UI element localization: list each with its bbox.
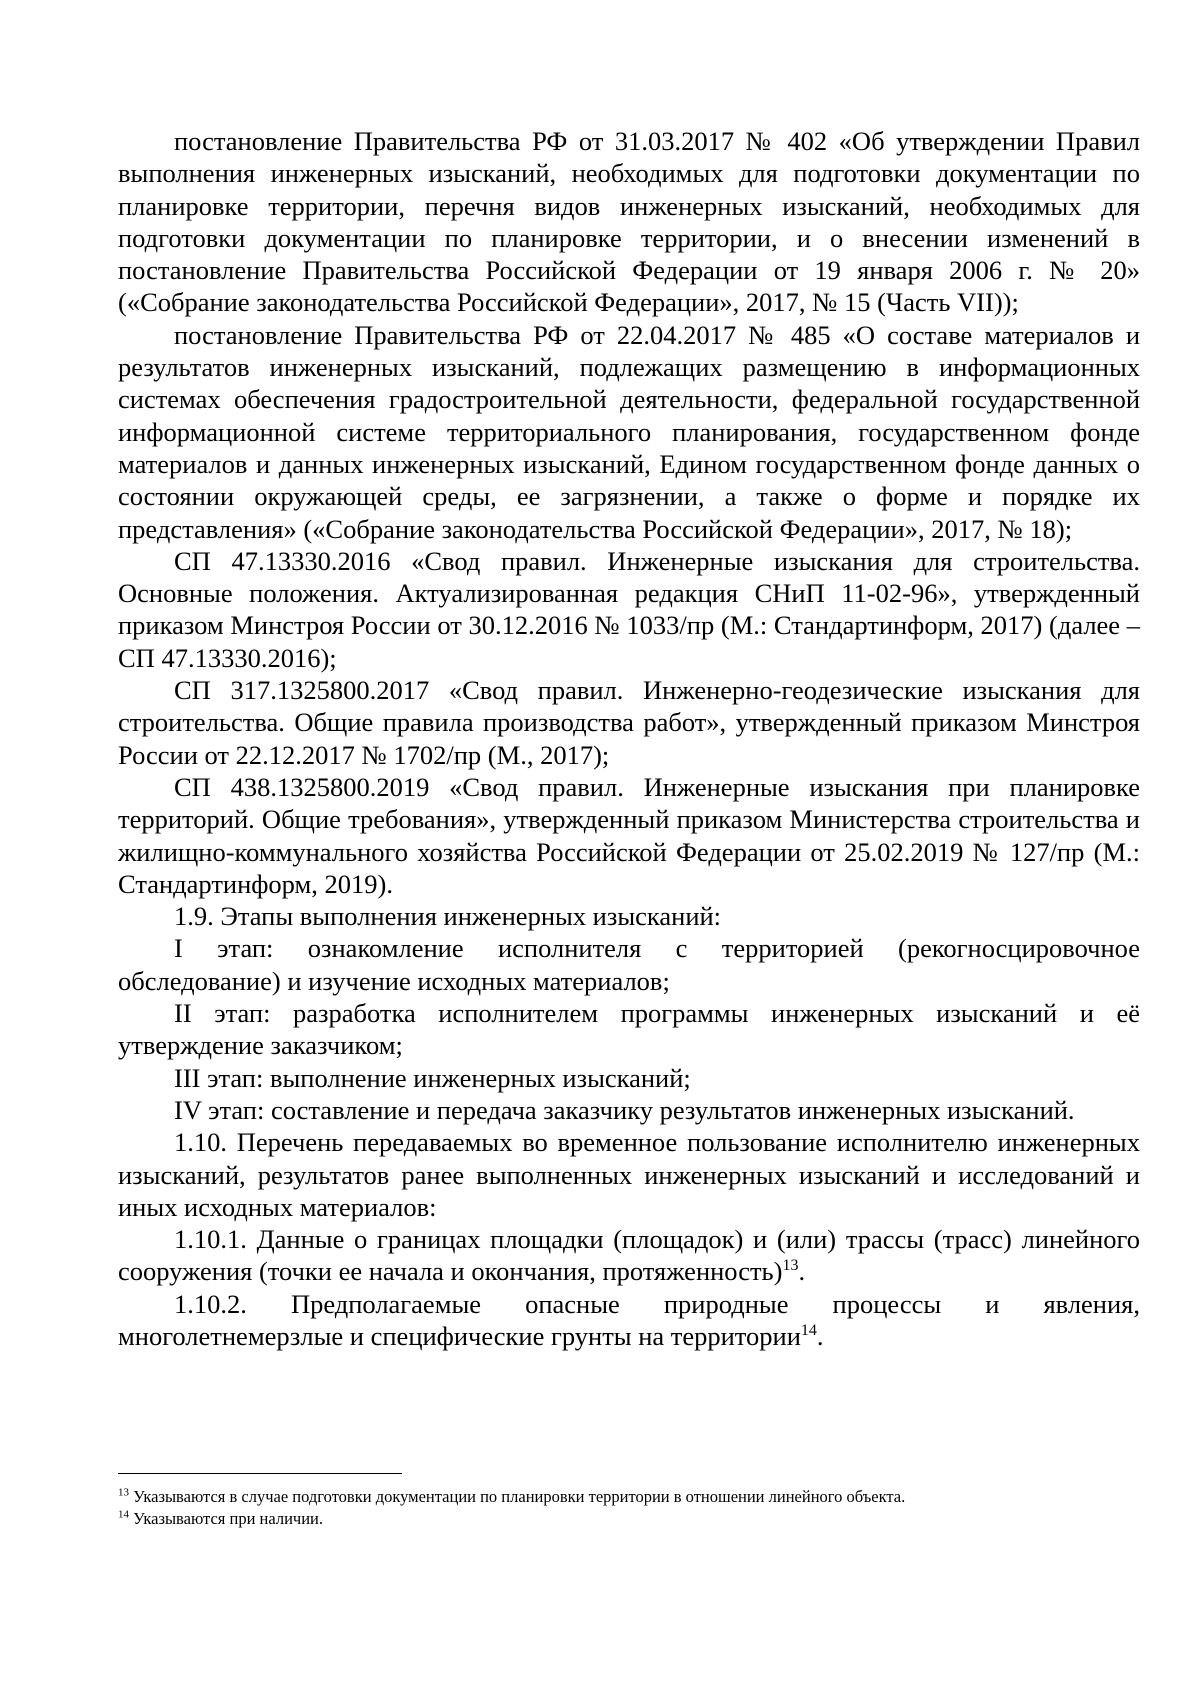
footnotes: [118, 1486, 1140, 1529]
paragraph-1-10: 1.10. Перечень передаваемых во временное пользование исполнителю инженерных изысканий, результатов ранее выполненных инженерных изысканий и исследований и иных исходных материалов:: [118, 1127, 1140, 1222]
paragraph-1-10-1: [118, 1223, 1140, 1288]
document-body: [118, 125, 1140, 1352]
paragraph-stage-1: I этап: ознакомление исполнителя с территорией (рекогносцировочное обследование) и изучение исходных материалов;: [118, 933, 1140, 996]
paragraph-decree-485: постановление Правительства РФ от 22.04.2017 № 485 «О составе материалов и результатов инженерных изысканий, подлежащих размещению в информационных системах обеспечения градостроительной деятельности, федеральной государственной информационной системе территориального планирования, государственном фонде материалов и данных инженерных изысканий, Едином государственном фонде данных о состоянии окружающей среды, ее загрязнении, а также о форме и порядке их представления» («Собрание законодательства Российской Федерации», 2017, № 18);: [118, 319, 1140, 544]
footnote-13-number: 13: [118, 1486, 129, 1499]
footnote-13-text: Указываются в случае подготовки документации по планировки территории в отношении линейного объекта.: [129, 1487, 906, 1506]
paragraph-sp-438: СП 438.1325800.2019 «Свод правил. Инженерные изыскания при планировке территорий. Общие требования», утвержденный приказом Министерства строительства и жилищно-коммунального хозяйства Российской Федерации от 25.02.2019 № 127/пр (М.: Стандартинформ, 2019).: [118, 771, 1140, 899]
paragraph-1-10-1-text: 1.10.1. Данные о границах площадки (площадок) и (или) трассы (трасс) линейного сооружения (точки ее начала и окончания, протяженность): [118, 1224, 1140, 1287]
paragraph-1-10-1-end: .: [798, 1256, 806, 1287]
paragraph-decree-402: постановление Правительства РФ от 31.03.2017 № 402 «Об утверждении Правил выполнения инженерных изысканий, необходимых для подготовки документации по планировке территории, перечня видов инженерных изысканий, необходимых для подготовки документации по планировке территории, и о внесении изменений в постановление Правительства Российской Федерации от 19 января 2006 г. № 20» («Собрание законодательства Российской Федерации», 2017, № 15 (Часть VII));: [118, 126, 1140, 318]
paragraph-stage-4: IV этап: составление и передача заказчику результатов инженерных изысканий.: [174, 1094, 1075, 1125]
footnote-14: [118, 1508, 1140, 1530]
paragraph-1-10-2-end: .: [816, 1320, 824, 1351]
paragraph-1-10-2-text: 1.10.2. Предполагаемые опасные природные процессы и явления, многолетнемерзлые и специфические грунты на территории: [118, 1288, 1140, 1351]
footnote-separator: [118, 1473, 402, 1474]
paragraph-1-9: 1.9. Этапы выполнения инженерных изысканий:: [174, 901, 722, 932]
paragraph-sp-47: СП 47.13330.2016 «Свод правил. Инженерные изыскания для строительства. Основные положения. Актуализированная редакция СНиП 11-02-96», утвержденный приказом Минстроя России от 30.12.2016 № 1033/пр (М.: Стандартинформ, 2017) (далее – СП 47.13330.2016);: [118, 545, 1140, 673]
footnote-13: [118, 1486, 1140, 1508]
footnote-ref-14[interactable]: 14: [800, 1322, 817, 1340]
footnote-14-number: 14: [118, 1508, 129, 1520]
paragraph-1-10-2: [118, 1288, 1140, 1353]
paragraph-sp-317: СП 317.1325800.2017 «Свод правил. Инженерно-геодезические изыскания для строительства. Общие правила производства работ», утвержденный приказом Минстроя России от 22.12.2017 № 1702/пр (М., 2017);: [118, 675, 1140, 770]
paragraph-stage-2: II этап: разработка исполнителем программы инженерных изысканий и её утверждение заказчиком;: [118, 998, 1140, 1061]
paragraph-stage-3: III этап: выполнение инженерных изысканий;: [174, 1062, 691, 1093]
footnote-ref-13[interactable]: 13: [782, 1257, 799, 1275]
footnote-14-text: Указываются при наличии.: [129, 1508, 323, 1528]
